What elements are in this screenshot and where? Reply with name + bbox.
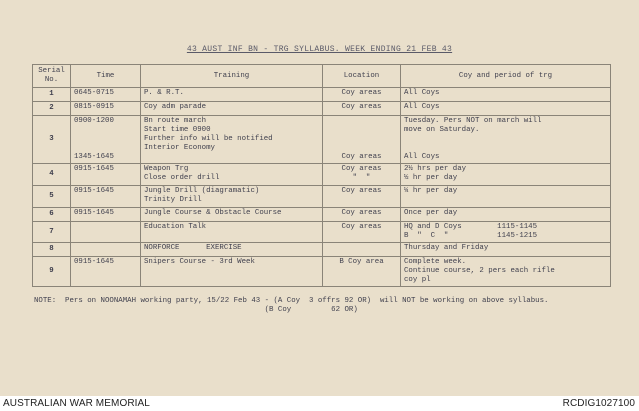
cell-training-line: Further info will be notified (144, 135, 273, 143)
cell-serial: 5 (33, 186, 71, 208)
cell-training (141, 208, 323, 222)
footer-record-id: RCDIG1027100 (562, 398, 635, 409)
cell-training-line: Jungle Course & Obstacle Course (144, 209, 282, 217)
cell-location (323, 186, 401, 208)
cell-coy-period-line: ½ hr per day (404, 174, 458, 182)
cell-coy-period-line: Continue course, 2 pers each rifle (404, 267, 555, 275)
cell-training (141, 243, 323, 257)
cell-training-line: Close order drill (144, 174, 220, 182)
cell-time (71, 257, 141, 287)
cell-coy-period-line: HQ and D Coys 1115-1145 (404, 223, 538, 231)
note (34, 297, 614, 315)
cell-serial: 6 (33, 208, 71, 222)
cell-time-line (74, 126, 137, 135)
cell-coy-period-line: Thursday and Friday (404, 244, 489, 252)
cell-coy-period (401, 116, 611, 164)
cell-time-line (74, 144, 137, 153)
cell-time-line (74, 135, 137, 144)
cell-location (323, 222, 401, 243)
cell-location-line (326, 244, 397, 253)
cell-time (71, 164, 141, 186)
cell-time-line: 0815-0915 (74, 103, 114, 111)
cell-coy-period (401, 186, 611, 208)
table-row (33, 102, 611, 116)
cell-time-line: 0915-1645 (74, 209, 114, 217)
training-syllabus-table (32, 64, 611, 287)
cell-location-line: Coy areas (341, 223, 382, 231)
cell-time (71, 88, 141, 102)
cell-coy-period (401, 88, 611, 102)
cell-training-line: P. & R.T. (144, 89, 184, 97)
cell-location (323, 257, 401, 287)
cell-training-line: Bn route march (144, 117, 207, 125)
table-row (33, 164, 611, 186)
cell-location (323, 164, 401, 186)
archive-footer (0, 396, 639, 411)
cell-time (71, 186, 141, 208)
cell-training-line: Snipers Course - 3rd Week (144, 258, 255, 266)
cell-location-line: B Coy area (339, 258, 384, 266)
cell-coy-period-line: Tuesday. Pers NOT on march will (404, 117, 542, 125)
table-row (33, 257, 611, 287)
cell-training-line: NORFORCE EXERCISE (144, 244, 242, 252)
cell-training-line: Start time 0900 (144, 126, 211, 134)
header-coy-period: Coy and period of trg (401, 65, 611, 88)
cell-coy-period-line: All Coys (404, 89, 440, 97)
cell-time (71, 116, 141, 164)
cell-coy-period (401, 243, 611, 257)
cell-location-line (326, 144, 397, 153)
cell-training (141, 222, 323, 243)
table-row (33, 208, 611, 222)
cell-coy-period-line: Once per day (404, 209, 458, 217)
cell-coy-period-line: ¼ hr per day (404, 187, 458, 195)
cell-time-line (74, 223, 137, 232)
cell-time-line: 0645-0715 (74, 89, 114, 97)
cell-training-line: Trinity Drill (144, 196, 202, 204)
cell-location (323, 208, 401, 222)
cell-time-line: 0915-1645 (74, 187, 114, 195)
cell-location-line (326, 117, 397, 126)
cell-training (141, 164, 323, 186)
header-training: Training (141, 65, 323, 88)
cell-location (323, 88, 401, 102)
cell-coy-period-line: B " C " 1145-1215 (404, 232, 538, 240)
cell-serial: 1 (33, 88, 71, 102)
cell-location-line (326, 126, 397, 135)
cell-coy-period-line: move on Saturday. (404, 126, 480, 134)
cell-training-line: Jungle Drill (diagramatic) (144, 187, 260, 195)
table-row (33, 243, 611, 257)
cell-training-line: Education Talk (144, 223, 207, 231)
cell-serial: 3 (33, 116, 71, 164)
header-serial: Serial No. (33, 65, 71, 88)
cell-time (71, 222, 141, 243)
cell-time (71, 208, 141, 222)
cell-training-line: Interior Economy (144, 144, 215, 152)
cell-training-line: Coy adm parade (144, 103, 207, 111)
cell-time (71, 243, 141, 257)
cell-location-line: Coy areas (341, 89, 382, 97)
cell-serial: 2 (33, 102, 71, 116)
header-time: Time (71, 65, 141, 88)
cell-training-line: Weapon Trg (144, 165, 189, 173)
cell-coy-period-line: Complete week. (404, 258, 467, 266)
cell-serial: 4 (33, 164, 71, 186)
cell-time (71, 102, 141, 116)
table-row (33, 186, 611, 208)
table-body (33, 88, 611, 287)
cell-location-line: Coy areas (341, 153, 382, 161)
cell-coy-period (401, 102, 611, 116)
cell-location-line: Coy areas (341, 187, 382, 195)
document-title: 43 AUST INF BN - TRG SYLLABUS. WEEK ENDING 21 FEB 43 (186, 45, 453, 54)
cell-serial: 7 (33, 222, 71, 243)
cell-location-line: Coy areas (341, 209, 382, 217)
cell-time-line: 0915-1645 (74, 165, 114, 173)
cell-training (141, 102, 323, 116)
header-location: Location (323, 65, 401, 88)
cell-training (141, 88, 323, 102)
cell-serial: 8 (33, 243, 71, 257)
cell-training (141, 257, 323, 287)
cell-time-line: 1345-1645 (74, 153, 114, 161)
cell-coy-period-line: coy pl (404, 276, 431, 284)
cell-coy-period (401, 164, 611, 186)
cell-time-line: 0915-1645 (74, 258, 114, 266)
table-row (33, 116, 611, 164)
cell-location-line: " " (352, 174, 371, 182)
cell-training (141, 116, 323, 164)
cell-coy-period-line (404, 144, 607, 153)
table-row (33, 88, 611, 102)
cell-coy-period (401, 208, 611, 222)
cell-location (323, 243, 401, 257)
table-header-row (33, 65, 611, 88)
cell-location-line (326, 135, 397, 144)
cell-coy-period (401, 257, 611, 287)
cell-coy-period-line (404, 135, 607, 144)
cell-coy-period-line: All Coys (404, 153, 440, 161)
table-row (33, 222, 611, 243)
cell-location-line: Coy areas (341, 103, 382, 111)
cell-location (323, 116, 401, 164)
cell-location (323, 102, 401, 116)
footer-source: AUSTRALIAN WAR MEMORIAL (3, 398, 150, 409)
cell-coy-period-line: 2½ hrs per day (404, 165, 467, 173)
cell-coy-period-line: All Coys (404, 103, 440, 111)
cell-time-line (74, 244, 137, 253)
cell-training (141, 186, 323, 208)
cell-serial: 9 (33, 257, 71, 287)
note-line-1: NOTE: Pers on NOONAMAH working party, 15/22 Feb 43 - (A Coy 3 offrs 92 OR) will NOT be working on above syllabus. (34, 297, 549, 305)
cell-coy-period (401, 222, 611, 243)
cell-location-line: Coy areas (341, 165, 382, 173)
note-line-2: (B Coy 62 OR) (34, 306, 358, 314)
cell-time-line: 0900-1200 (74, 117, 114, 125)
